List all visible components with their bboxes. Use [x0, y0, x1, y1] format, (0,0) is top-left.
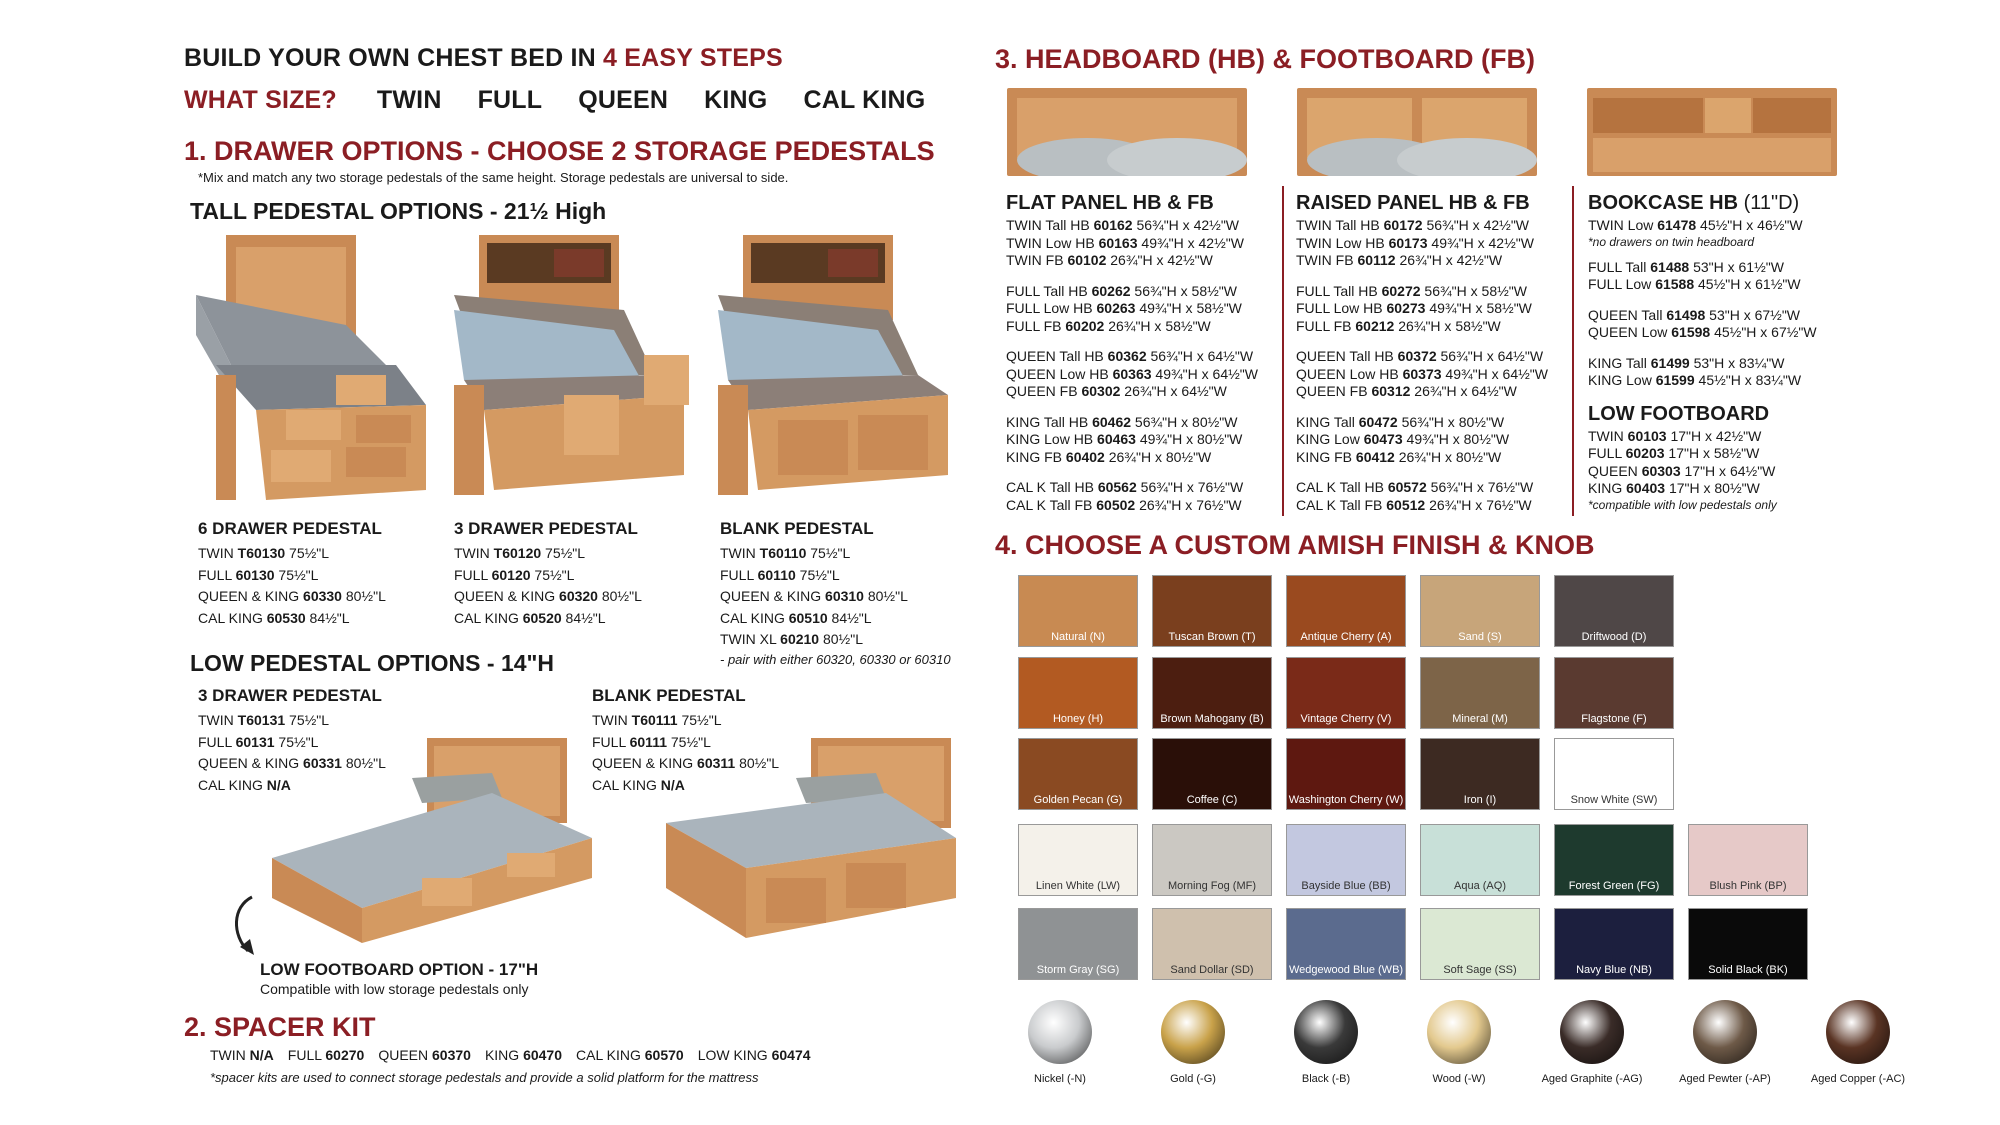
bookcase-full-group: FULL Tall 61488 53"H x 61½"W FULL Low 61588 45½"H x 61½"W: [1588, 258, 1801, 292]
spacer-item: LOW KING 60474: [697, 1047, 811, 1063]
finish-swatch[interactable]: [1152, 738, 1272, 810]
low-fb-note: Compatible with low storage pedestals only: [260, 981, 529, 997]
finish-swatch[interactable]: [1018, 824, 1138, 896]
finish-label: Morning Fog (MF): [1167, 880, 1257, 892]
spec-line: CAL KING 60530 84½"L: [198, 609, 350, 626]
spec-line: CAL KING N/A: [592, 776, 685, 793]
knob-icon[interactable]: [1028, 1000, 1092, 1064]
finish-swatch[interactable]: [1420, 738, 1540, 810]
flat-panel-title: FLAT PANEL HB & FB: [1006, 192, 1214, 214]
spacer-kit-row: [210, 1045, 811, 1067]
low-title: LOW PEDESTAL OPTIONS - 14"H: [190, 650, 555, 676]
raised-calking-group: CAL K Tall HB 60572 56¾"H x 76½"W CAL K Tall FB 60512 26¾"H x 76½"W: [1296, 479, 1534, 513]
knob-label: Black (-B): [1301, 1073, 1351, 1085]
finish-swatch[interactable]: [1152, 908, 1272, 980]
divider-line: [1282, 186, 1284, 516]
finish-label: Honey (H): [1052, 713, 1104, 725]
finish-swatch[interactable]: [1554, 657, 1674, 729]
finish-swatch[interactable]: [1018, 908, 1138, 980]
tall-pedestal-blank: [720, 519, 951, 667]
low-fb-title: LOW FOOTBOARD OPTION - 17"H: [260, 960, 539, 979]
finish-label: Blush Pink (BP): [1709, 880, 1787, 892]
flat-panel-hb-photo: [1007, 88, 1247, 176]
finish-label: Bayside Blue (BB): [1301, 880, 1391, 892]
spec-line: CAL KING N/A: [198, 776, 291, 793]
finish-swatch[interactable]: [1152, 824, 1272, 896]
low-footboard-title: LOW FOOTBOARD: [1588, 402, 1770, 425]
bookcase-king-group: KING Tall 61499 53"H x 83¼"W KING Low 61599 45½"H x 83¼"W: [1588, 354, 1802, 388]
step3-title: 3. HEADBOARD (HB) & FOOTBOARD (FB): [995, 44, 1535, 74]
blank-pedestal-note: - pair with either 60320, 60330 or 60310: [720, 651, 951, 667]
step1-title: 1. DRAWER OPTIONS - CHOOSE 2 STORAGE PEDESTALS: [184, 136, 935, 166]
spec-line: TWIN T60110 75½"L: [720, 545, 851, 561]
tall-6-drawer-title: 6 DRAWER PEDESTAL: [198, 519, 382, 538]
finish-swatch[interactable]: [1152, 575, 1272, 647]
finish-swatch[interactable]: [1554, 824, 1674, 896]
spacer-item: KING 60470: [484, 1047, 563, 1063]
spec-line: QUEEN & KING 60320 80½"L: [454, 588, 642, 604]
finish-label: Mineral (M): [1452, 713, 1508, 725]
finish-label: Golden Pecan (G): [1033, 794, 1123, 806]
knob-label: Gold (-G): [1170, 1073, 1216, 1085]
knob-label: Aged Copper (-AC): [1810, 1073, 1906, 1085]
spec-line: QUEEN & KING 60311 80½"L: [592, 755, 780, 771]
knob-label: Nickel (-N): [1034, 1073, 1086, 1085]
spec-line: TWIN T60120 75½"L: [454, 545, 586, 561]
raised-panel-title: RAISED PANEL HB & FB: [1296, 192, 1530, 214]
low-3-drawer-title: 3 DRAWER PEDESTAL: [198, 686, 382, 705]
knob-label: Aged Pewter (-AP): [1679, 1073, 1771, 1085]
finish-label: Coffee (C): [1186, 794, 1238, 806]
finish-swatch[interactable]: [1554, 908, 1674, 980]
finish-label: Driftwood (D): [1581, 631, 1647, 643]
spec-line: QUEEN & KING 60331 80½"L: [198, 755, 386, 771]
knob-label: Wood (-W): [1432, 1073, 1486, 1085]
finish-label: Aqua (AQ): [1454, 880, 1506, 892]
spec-line: QUEEN & KING 60330 80½"L: [198, 588, 386, 604]
size-question: WHAT SIZE?: [184, 86, 337, 114]
knob-icon[interactable]: [1427, 1000, 1491, 1064]
blank-pedestal-bed-photo: [718, 235, 958, 505]
spec-line: TWIN T60111 75½"L: [592, 712, 722, 728]
finish-label: Soft Sage (SS): [1443, 964, 1517, 976]
tall-pedestal-6-drawer: [198, 519, 386, 629]
spec-line: CAL KING 60520 84½"L: [454, 609, 606, 626]
finish-swatch[interactable]: [1420, 824, 1540, 896]
low-three-drawer-bed-photo: [262, 738, 607, 948]
spec-line: CAL KING 60510 84½"L: [720, 609, 872, 626]
low-blank-bed-photo: [656, 738, 966, 948]
size-cal-king: CAL KING: [803, 86, 926, 114]
bookcase-twin-group: TWIN Low 61478 45½"H x 46½"W *no drawers on twin headboard: [1588, 217, 1817, 249]
spec-line: FULL 60130 75½"L: [198, 566, 319, 583]
spacer-item: TWIN N/A: [210, 1047, 274, 1063]
finish-label: Navy Blue (NB): [1576, 964, 1652, 976]
finish-swatch[interactable]: [1286, 908, 1406, 980]
spec-line: FULL 60111 75½"L: [592, 733, 711, 750]
finish-swatch[interactable]: [1554, 575, 1674, 647]
finish-swatch[interactable]: [1554, 738, 1674, 810]
flat-king-group: KING Tall HB 60462 56¾"H x 80½"W KING Low HB 60463 49¾"H x 80½"W KING FB 60402 26¾"H x 80½"W: [1006, 413, 1243, 465]
finish-swatch[interactable]: [1152, 657, 1272, 729]
finish-label: Vintage Cherry (V): [1300, 713, 1392, 725]
raised-panel-hb-photo: [1297, 88, 1537, 176]
tall-3-drawer-title: 3 DRAWER PEDESTAL: [454, 519, 638, 538]
finish-swatch[interactable]: [1286, 575, 1406, 647]
tall-blank-title: BLANK PEDESTAL: [720, 519, 874, 538]
bookcase-hb-photo: [1587, 88, 1837, 176]
bookcase-queen-group: QUEEN Tall 61498 53"H x 67½"W QUEEN Low 61598 45½"H x 67½"W: [1588, 306, 1817, 340]
raised-full-group: FULL Tall HB 60272 56¾"H x 58½"W FULL Low HB 60273 49¾"H x 58½"W FULL FB 60212 26¾"H x 58½"W: [1296, 282, 1532, 334]
knob-label: Aged Graphite (-AG): [1541, 1073, 1643, 1085]
size-row: [184, 86, 925, 115]
low-footboard-note: *compatible with low pedestals only: [1588, 497, 1777, 512]
raised-king-group: KING Tall 60472 56¾"H x 80½"W KING Low 60473 49¾"H x 80½"W KING FB 60412 26¾"H x 80½"W: [1296, 413, 1510, 465]
finish-label: Washington Cherry (W): [1288, 794, 1404, 806]
low-blank-title: BLANK PEDESTAL: [592, 686, 746, 705]
spec-line: FULL 60131 75½"L: [198, 733, 319, 750]
finish-label: Sand (S): [1458, 631, 1502, 643]
step2-title: 2. SPACER KIT: [184, 1012, 376, 1042]
bookcase-column: BOOKCASE HB (11"D) TWIN Low 61478 45½"H x 46½"W *no drawers on twin headboard FULL Tall 61488 53"H x 61½"W FULL Low 61588 45½"H x 61½"W QUEEN Tall 61498 53"H x 67½"W QUEEN Low 61598 45½"H x 67½"W KING Tall 61499 53"H x 83¼"W KING Low 61599 45½"H x 83¼"W LOW FOOTBOARD TWIN 60103 17"H x 42½"W FULL 60203 17"H x 58½"W QUEEN 60303 17"H x 64½"W KING 60403 17"H x 80½"W *compatible with low pedestals only: [1588, 192, 1817, 512]
title-highlight: 4 EASY STEPS: [603, 44, 783, 72]
knob-icon[interactable]: [1560, 1000, 1624, 1064]
finish-swatch[interactable]: [1286, 657, 1406, 729]
spec-line: TWIN T60130 75½"L: [198, 545, 330, 561]
finish-swatch[interactable]: [1018, 657, 1138, 729]
finish-label: Sand Dollar (SD): [1170, 964, 1254, 976]
finish-swatch[interactable]: [1286, 738, 1406, 810]
finish-label: Antique Cherry (A): [1300, 631, 1392, 643]
curved-arrow-icon: [228, 893, 268, 962]
six-drawer-bed-photo: [196, 235, 436, 505]
knob-icon[interactable]: [1294, 1000, 1358, 1064]
raised-panel-column: [1296, 192, 1548, 527]
bookcase-title: BOOKCASE HB (11"D): [1588, 192, 1800, 214]
raised-queen-group: QUEEN Tall HB 60372 56¾"H x 64½"W QUEEN Low HB 60373 49¾"H x 64½"W QUEEN FB 60312 26¾"H x 64½"W: [1296, 348, 1548, 399]
spacer-item: CAL KING 60570: [576, 1047, 684, 1063]
spacer-kit-note: *spacer kits are used to connect storage pedestals and provide a solid platform for the mattress: [210, 1070, 759, 1085]
finish-swatch[interactable]: [1688, 908, 1808, 980]
size-full: FULL: [477, 86, 543, 114]
flat-full-group: FULL Tall HB 60262 56¾"H x 58½"W FULL Low HB 60263 49¾"H x 58½"W FULL FB 60202 26¾"H x 58½"W: [1006, 282, 1242, 334]
knob-icon[interactable]: [1693, 1000, 1757, 1064]
size-queen: QUEEN: [578, 86, 669, 114]
spacer-item: QUEEN 60370: [378, 1047, 471, 1063]
three-drawer-bed-photo: [454, 235, 694, 505]
finish-label: Linen White (LW): [1035, 880, 1121, 892]
finish-swatch[interactable]: [1688, 824, 1808, 896]
spec-line: FULL 60120 75½"L: [454, 566, 575, 583]
step4-title: 4. CHOOSE A CUSTOM AMISH FINISH & KNOB: [995, 530, 1595, 560]
spec-line: TWIN T60131 75½"L: [198, 712, 330, 728]
spec-line: TWIN XL 60210 80½"L: [720, 631, 863, 647]
finish-label: Tuscan Brown (T): [1168, 631, 1256, 643]
finish-swatch[interactable]: [1018, 575, 1138, 647]
spec-line: QUEEN & KING 60310 80½"L: [720, 588, 908, 604]
knob-icon[interactable]: [1161, 1000, 1225, 1064]
flat-calking-group: CAL K Tall HB 60562 56¾"H x 76½"W CAL K Tall FB 60502 26¾"H x 76½"W: [1006, 479, 1244, 513]
tall-pedestal-3-drawer: [454, 519, 642, 629]
finish-label: Natural (N): [1051, 631, 1105, 643]
step1-note: *Mix and match any two storage pedestals of the same height. Storage pedestals are universal to side.: [198, 170, 789, 185]
flat-twin-group: TWIN Tall HB 60162 56¾"H x 42½"W TWIN Low HB 60163 49¾"H x 42½"W TWIN FB 60102 26¾"H x 42½"W: [1006, 217, 1244, 268]
finish-label: Solid Black (BK): [1708, 964, 1788, 976]
raised-twin-group: TWIN Tall HB 60172 56¾"H x 42½"W TWIN Low HB 60173 49¾"H x 42½"W TWIN FB 60112 26¾"H x 42½"W: [1296, 217, 1534, 268]
finish-swatch[interactable]: [1018, 738, 1138, 810]
finish-swatch[interactable]: [1420, 908, 1540, 980]
divider-line: [1572, 186, 1574, 516]
finish-label: Brown Mahogany (B): [1160, 713, 1264, 725]
tall-title: TALL PEDESTAL OPTIONS - 21½ High: [190, 198, 607, 224]
bookcase-note: *no drawers on twin headboard: [1588, 234, 1755, 249]
title-main: BUILD YOUR OWN CHEST BED IN: [184, 44, 604, 72]
finish-label: Snow White (SW): [1570, 794, 1658, 806]
flat-panel-column: [1006, 192, 1258, 527]
finish-swatch[interactable]: [1420, 575, 1540, 647]
finish-label: Forest Green (FG): [1568, 880, 1660, 892]
finish-label: Flagstone (F): [1581, 713, 1647, 725]
finish-swatch[interactable]: [1286, 824, 1406, 896]
page-title: [184, 44, 783, 73]
size-king: KING: [704, 86, 768, 114]
finish-label: Wedgewood Blue (WB): [1288, 964, 1404, 976]
finish-swatch[interactable]: [1420, 657, 1540, 729]
finish-label: Storm Gray (SG): [1036, 964, 1120, 976]
flat-queen-group: QUEEN Tall HB 60362 56¾"H x 64½"W QUEEN Low HB 60363 49¾"H x 64½"W QUEEN FB 60302 26¾"H x 64½"W: [1006, 348, 1258, 399]
low-footboard-option: [260, 960, 538, 997]
spacer-item: FULL 60270: [287, 1047, 365, 1063]
size-twin: TWIN: [376, 86, 442, 114]
finish-label: Iron (I): [1463, 794, 1497, 806]
spec-line: FULL 60110 75½"L: [720, 566, 840, 583]
knob-icon[interactable]: [1826, 1000, 1890, 1064]
